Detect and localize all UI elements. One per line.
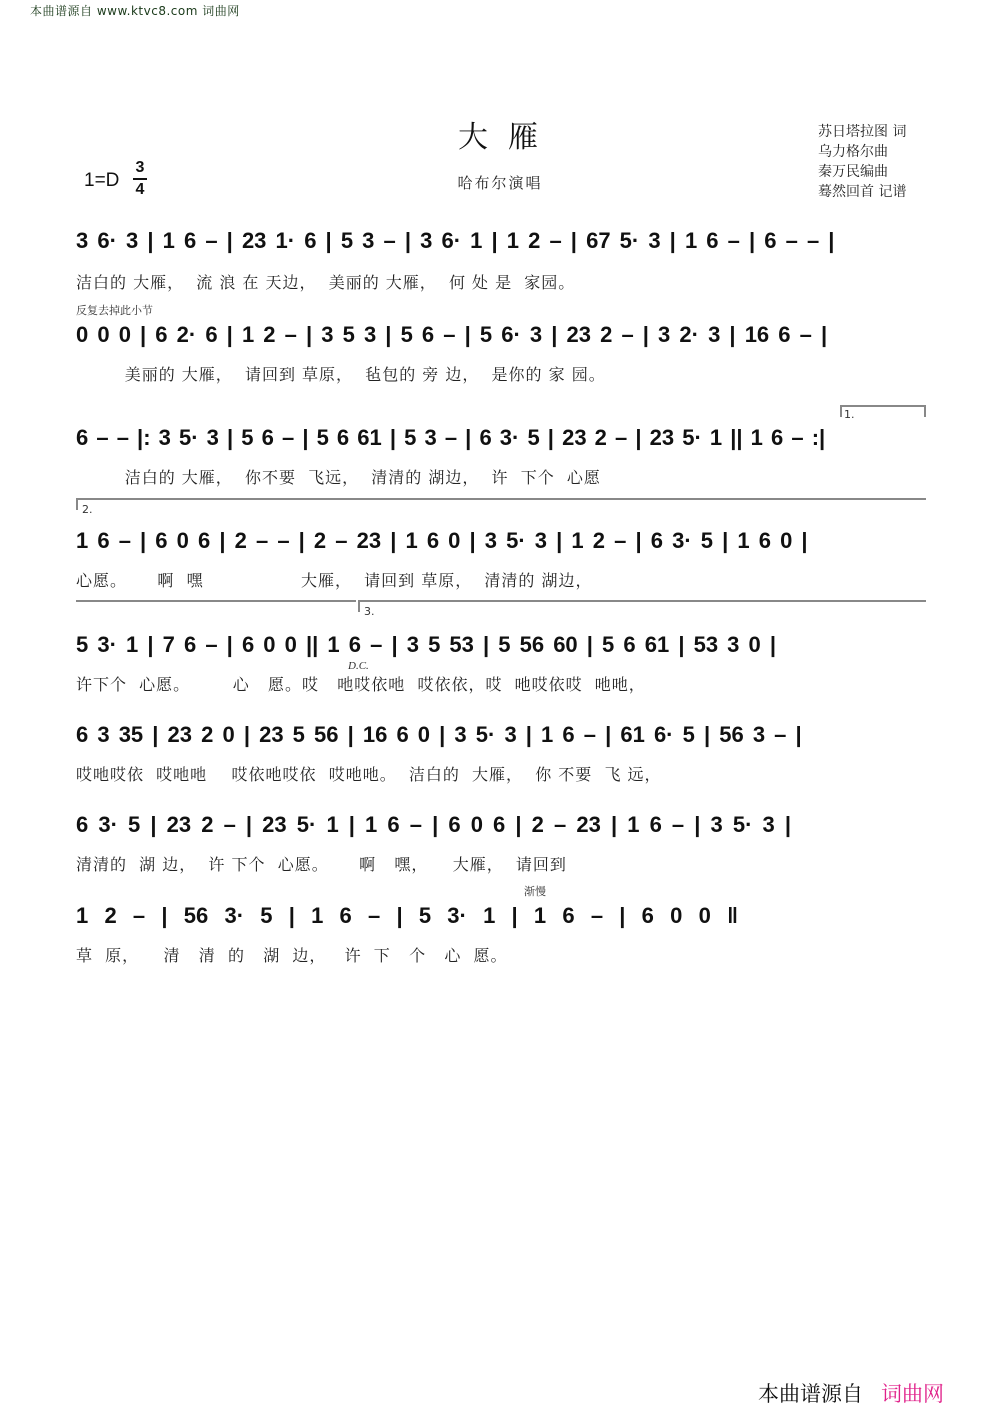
lyrics: 哎吔哎依 哎吔吔 哎依吔哎依 哎吔吔。 洁白的 大雁， 你 不要 飞 远，: [76, 765, 662, 784]
watermark-site: 词曲网: [881, 1382, 944, 1406]
song-title: 大雁: [458, 120, 558, 155]
notes: 1 2 – | 56 3· 5 | 1 6 – | 5 3· 1 | 1 6 – | 6 0 0 ‖: [76, 903, 739, 928]
lyrics: 洁白的 大雁， 你不要 飞远， 清清的 湖边， 许 下个 心愿: [76, 468, 601, 487]
volta-2-continuation: [76, 600, 356, 602]
watermark-bottom: [758, 1378, 944, 1408]
notes: 6 3· 5 | 23 2 – | 23 5· 1 | 1 6 – | 6 0 6 | 2 – 23 | 1 6 – | 3 5· 3 |: [76, 812, 792, 837]
lyrics: 美丽的 大雁， 请回到 草原， 毡包的 旁 边， 是你的 家 园。: [76, 365, 606, 384]
lyrics: 洁白的 大雁， 流 浪 在 天边， 美丽的 大雁， 何 处 是 家园。: [76, 273, 576, 292]
performer: 哈布尔演唱: [457, 174, 543, 192]
credits: [818, 122, 906, 202]
notes: 6 – – |: 3 5· 3 | 5 6 – | 5 6 61 | 5 3 – | 6 3· 5 | 23 2 – | 23 5· 1 || 1 6 – :|: [76, 425, 826, 450]
dc-marking: D.C.: [348, 660, 369, 672]
notes: 0 0 0 | 6 2· 6 | 1 2 – | 3 5 3 | 5 6 – | 5 6· 3 | 23 2 – | 3 2· 3 | 16 6 – |: [76, 322, 828, 347]
notes: 3 6· 3 | 1 6 – | 23 1· 6 | 5 3 – | 3 6· 1 | 1 2 – | 67 5· 3 | 1 6 – | 6 – – |: [76, 228, 835, 253]
arranger: 秦万民编曲: [818, 164, 888, 180]
lyrics: 心愿。 啊 嘿 大雁， 请回到 草原， 清清的 湖边，: [76, 571, 593, 590]
volta-3: 3.: [358, 600, 926, 612]
time-signature: [133, 159, 147, 199]
repeat-annotation: 反复去掉此小节: [76, 304, 153, 317]
transcriber: 蓦然回首 记谱: [818, 184, 907, 200]
watermark-top: 本曲谱源自 www.ktvc8.com 词曲网: [30, 4, 240, 18]
volta-1: 1.: [840, 405, 926, 417]
time-numerator: 3: [135, 159, 145, 176]
lyricist: 苏日塔拉图 词: [818, 124, 907, 140]
composer: 乌力格尔曲: [818, 144, 888, 160]
time-denominator: 4: [135, 181, 145, 198]
watermark-source: 本曲谱源自: [758, 1382, 863, 1406]
lyrics: 草 原， 清 清 的 湖 边， 许 下 个 心 愿。: [76, 946, 508, 965]
lyrics: 许下个 心愿。 心 愿。哎 吔哎依吔 哎依依，哎 吔哎依哎 吔吔，: [76, 675, 646, 694]
volta-2: 2.: [76, 498, 926, 510]
tempo-marking: 渐慢: [524, 885, 546, 898]
notes: 1 6 – | 6 0 6 | 2 – – | 2 – 23 | 1 6 0 | 3 5· 3 | 1 2 – | 6 3· 5 | 1 6 0 |: [76, 528, 808, 553]
notes: 6 3 35 | 23 2 0 | 23 5 56 | 16 6 0 | 3 5· 3 | 1 6 – | 61 6· 5 | 56 3 – |: [76, 722, 802, 747]
key-signature: 1=D: [84, 170, 120, 191]
lyrics: 清清的 湖 边， 许 下个 心愿。 啊 嘿， 大雁， 请回到: [76, 855, 567, 874]
notes: 5 3· 1 | 7 6 – | 6 0 0 || 1 6 – | 3 5 53 | 5 56 60 | 5 6 61 | 53 3 0 |: [76, 632, 777, 657]
